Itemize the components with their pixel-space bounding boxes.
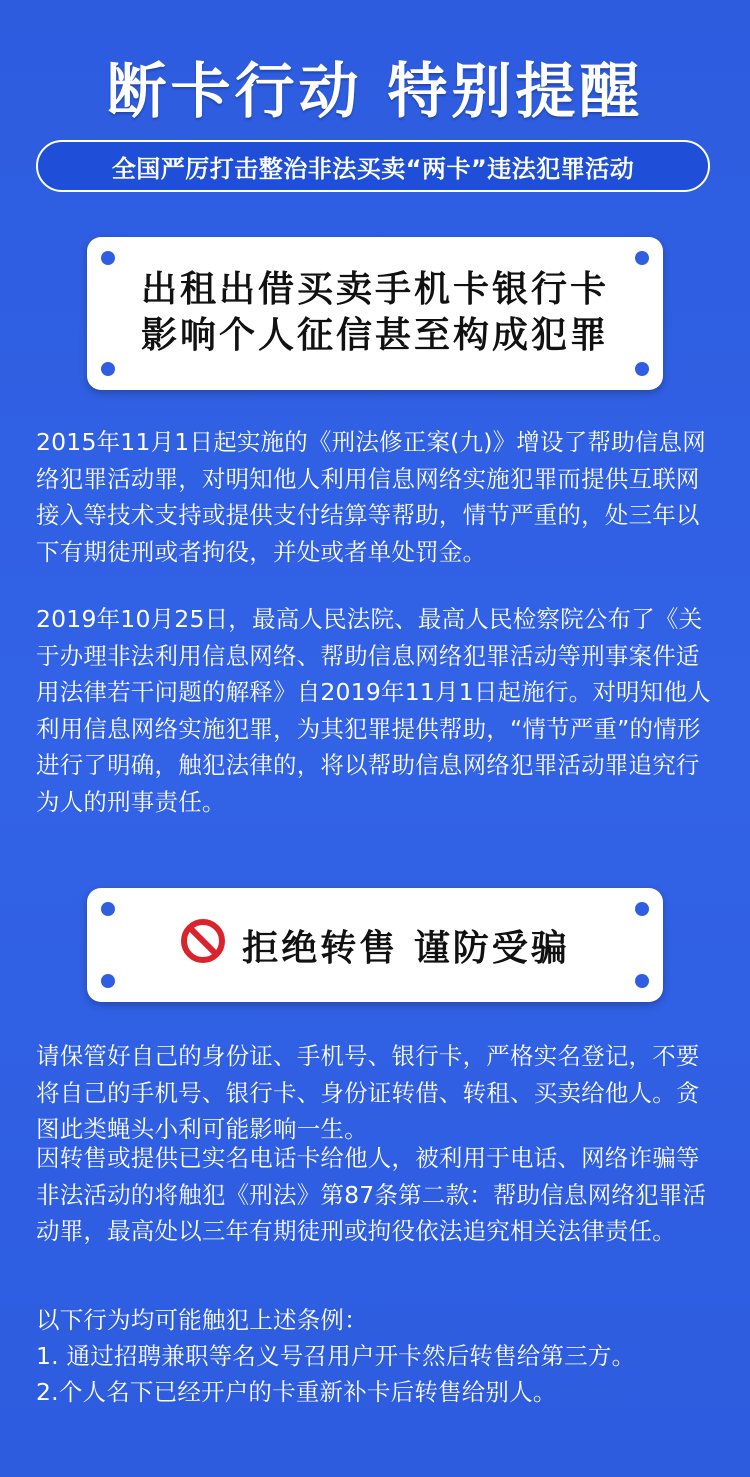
list-intro: 以下行为均可能触犯上述条例： — [36, 1306, 368, 1334]
warning-card — [87, 237, 663, 390]
refuse-resale-card — [87, 888, 663, 1002]
penalty-paragraph: 因转售或提供已实名电话卡给他人，被利用于电话、网络诈骗等非法活动的将触犯《刑法》第87条第二款：帮助信息网络犯罪活动罪，最高处以三年有期徒刑或拘役依法追究相关法律责任。 — [36, 1144, 707, 1245]
warning-card-text — [87, 267, 663, 359]
law-paragraph-2: 2019年10月25日，最高人民法院、最高人民检察院公布了《关于办理非法利用信息网络、帮助信息网络犯罪活动等刑事案件适用法律若干问题的解释》自2019年11月1日起施行。对明知他人利用信息网络实施犯罪，为其犯罪提供帮助，“情节严重”的情形进行了明确，触犯法律的，将以帮助信息网络犯罪活动罪追究行为人的刑事责任。 — [36, 605, 711, 816]
list-item-2: 2.个人名下已经开户的卡重新补卡后转售给别人。 — [36, 1378, 557, 1406]
list-item-1: 1. 通过招聘兼职等名义号召用户开卡然后转售给第三方。 — [36, 1342, 636, 1370]
prohibited-icon — [180, 918, 226, 973]
corner-dot — [635, 362, 649, 376]
warning-line-1: 出租出借买卖手机卡银行卡 — [140, 269, 609, 310]
warning-line-2: 影响个人征信甚至构成犯罪 — [140, 315, 609, 356]
advice-paragraph: 请保管好自己的身份证、手机号、银行卡，严格实名登记，不要将自己的手机号、银行卡、身份证转借、转租、买卖给他人。贪图此类蝇头小利可能影响一生。 — [36, 1042, 700, 1143]
page-title: 断卡行动 特别提醒 — [106, 57, 644, 127]
refuse-resale-text: 拒绝转售 谨防受骗 — [242, 927, 570, 969]
corner-dot — [635, 251, 649, 265]
subtitle-banner — [36, 140, 710, 192]
subtitle-text: 全国严厉打击整治非法买卖“两卡”违法犯罪活动 — [111, 154, 635, 183]
corner-dot — [101, 362, 115, 376]
law-paragraph-1: 2015年11月1日起实施的《刑法修正案(九)》增设了帮助信息网络犯罪活动罪，对明知他人利用信息网络实施犯罪而提供互联网接入等技术支持或提供支付结算等帮助，情节严重的，处三年以下有期徒刑或者拘役，并处或者单处罚金。 — [36, 428, 706, 566]
corner-dot — [101, 251, 115, 265]
